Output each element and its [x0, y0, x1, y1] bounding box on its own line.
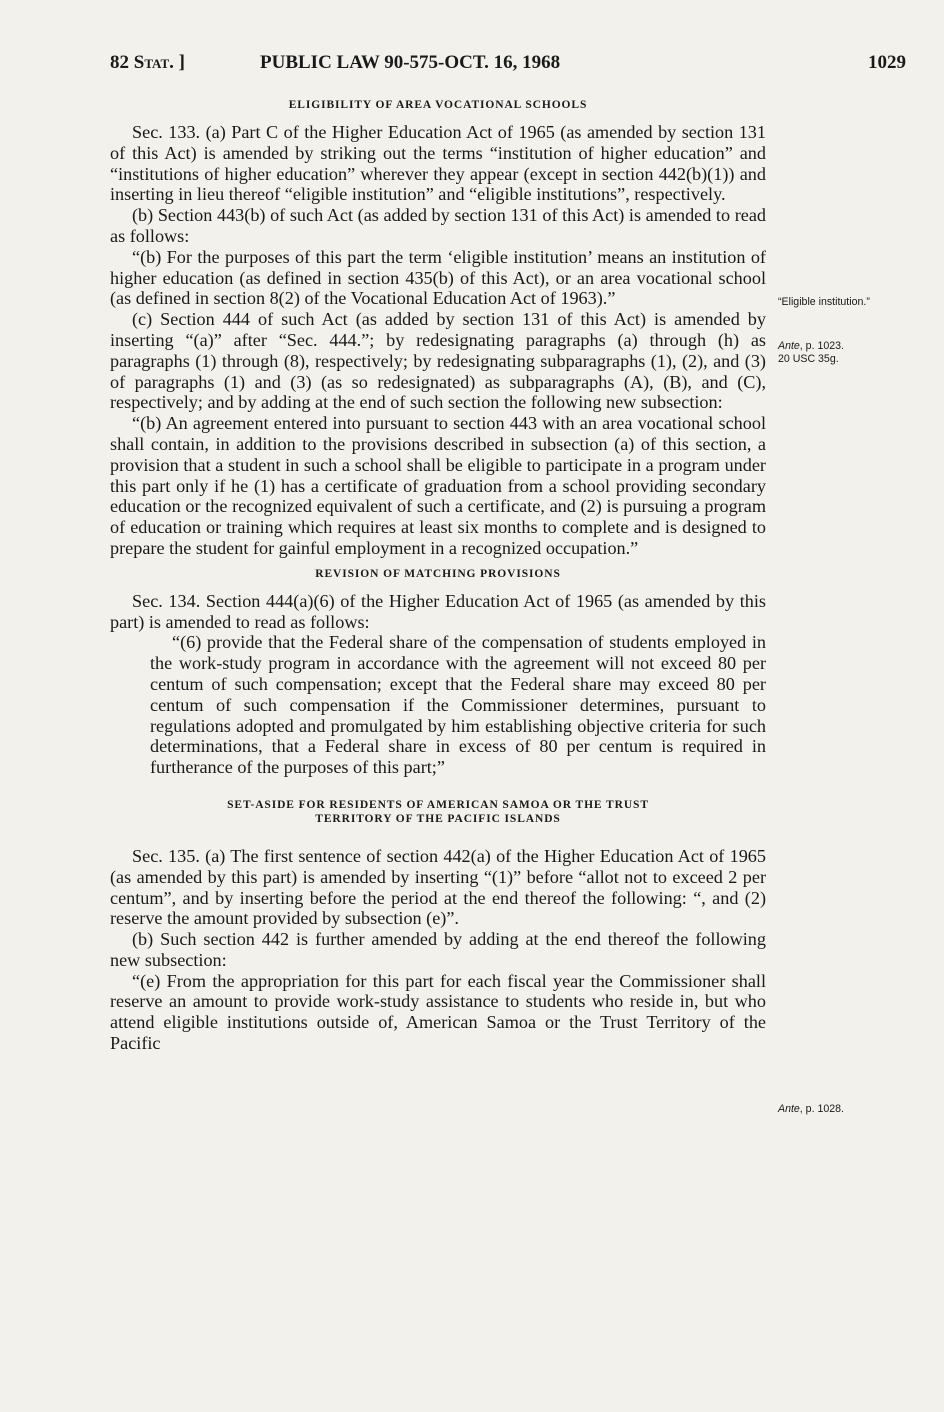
- margin-note-ante-label: Ante: [778, 340, 800, 352]
- paragraph-sec133-b-quote: “(b) For the purposes of this part the term ‘eligible institution’ means an institution of higher education (as defined in section 435(b) of this Act), or an area vocational school (as defined in section 8(2) of the Vocational Education Act of 1963).”: [110, 246, 766, 309]
- paragraph-sec133-c-quote: “(b) An agreement entered into pursuant to section 443 with an area vocational school shall contain, in addition to the provisions described in subsection (a) of this section, a provision that a student in such a school shall be eligible to participate in a program under this part only if he (1) has a certificate of graduation from a school providing secondary education or the recognized equivalent of such a certificate, and (2) is pursuing a program of education or training which requires at least six months to complete and is designed to prepare the student for gainful employment in a recognized occupation.”: [110, 413, 766, 558]
- paragraph-sec133-c: (c) Section 444 of such Act (as added by section 131 of this Act) is amended by inserting “(a)” after “Sec. 444.”; by redesignating paragraphs (a) through (h) as paragraphs (1) through (8), respectively; by redesignating subparagraphs (1), (2), and (3) of paragraphs (1) and (3) (as so redesignated) as subparagraphs (A), (B), and (C), respectively; and by adding at the end of such section the following new subsection:: [110, 309, 766, 413]
- margin-note-ante-1028: [778, 1103, 918, 1116]
- margin-note-eligible-institution: “Eligible institution.”: [778, 296, 870, 308]
- paragraph-sec133-a: Sec. 133. (a) Part C of the Higher Education Act of 1965 (as amended by section 131 of this Act) is amended by striking out the terms “institution of higher education” and “institutions of higher education” wherever they appear (except in section 442(b)(1)) and inserting in lieu thereof “eligible institution” and “eligible institutions”, respectively.: [110, 122, 766, 205]
- heading-eligibility: ELIGIBILITY OF AREA VOCATIONAL SCHOOLS: [288, 99, 588, 111]
- paragraph-sec134-quote: “(6) provide that the Federal share of the compensation of students employed in the work-study program in accordance with the agreement will not exceed 80 per centum of such compensation; except that the Federal share may exceed 80 per centum of such compensation if the Commissioner determines, pursuant to regulations adopted and promulgated by him establishing objective criteria for such determinations, that a Federal share in excess of 80 per centum is required in furtherance of the purposes of this part;”: [150, 632, 766, 778]
- main-text-column: [110, 96, 766, 1054]
- heading-setaside-line1: SET-ASIDE FOR RESIDENTS OF AMERICAN SAMOA OR THE TRUST: [227, 798, 649, 811]
- margin-note-ante-1023: [778, 340, 918, 366]
- margin-note-usc-ref: 20 USC 35g.: [778, 353, 839, 365]
- paragraph-sec135-a: Sec. 135. (a) The first sentence of section 442(a) of the Higher Education Act of 1965 (as amended by this part) is amended by inserting “(1)” before “allot not to exceed 2 per centum”, and by inserting before the period at the end thereof the following: “, and (2) reserve the amount provided by subsection (e)”.: [110, 845, 766, 929]
- margin-note-page-ref: , p. 1023.: [799, 340, 844, 352]
- paragraph-sec135-e-quote: “(e) From the appropriation for this part for each fiscal year the Commissioner shall reserve an amount to provide work-study assistance to students who reside in, but who attend eligible institutions outside of, American Samoa or the Trust Territory of the Pacific: [110, 970, 766, 1054]
- page-number: 1029: [868, 52, 906, 73]
- running-head: [110, 52, 906, 82]
- heading-setaside: [110, 798, 766, 826]
- paragraph-sec135-b: (b) Such section 442 is further amended by adding at the end thereof the following new subsection:: [110, 929, 766, 970]
- heading-matching: REVISION OF MATCHING PROVISIONS: [315, 567, 561, 580]
- margin-note-ante-label: Ante: [778, 1103, 800, 1115]
- public-law-title: PUBLIC LAW 90-575-OCT. 16, 1968: [260, 52, 561, 73]
- heading-setaside-line2: TERRITORY OF THE PACIFIC ISLANDS: [315, 812, 561, 825]
- statute-citation: 82 Stat. ]: [110, 52, 185, 73]
- margin-note-page-ref: , p. 1028.: [799, 1103, 844, 1115]
- paragraph-sec134: Sec. 134. Section 444(a)(6) of the Higher Education Act of 1965 (as amended by this part) is amended to read as follows:: [110, 590, 766, 632]
- quoted-provision-block: [150, 632, 766, 778]
- paragraph-sec133-b: (b) Section 443(b) of such Act (as added by section 131 of this Act) is amended to read as follows:: [110, 205, 766, 246]
